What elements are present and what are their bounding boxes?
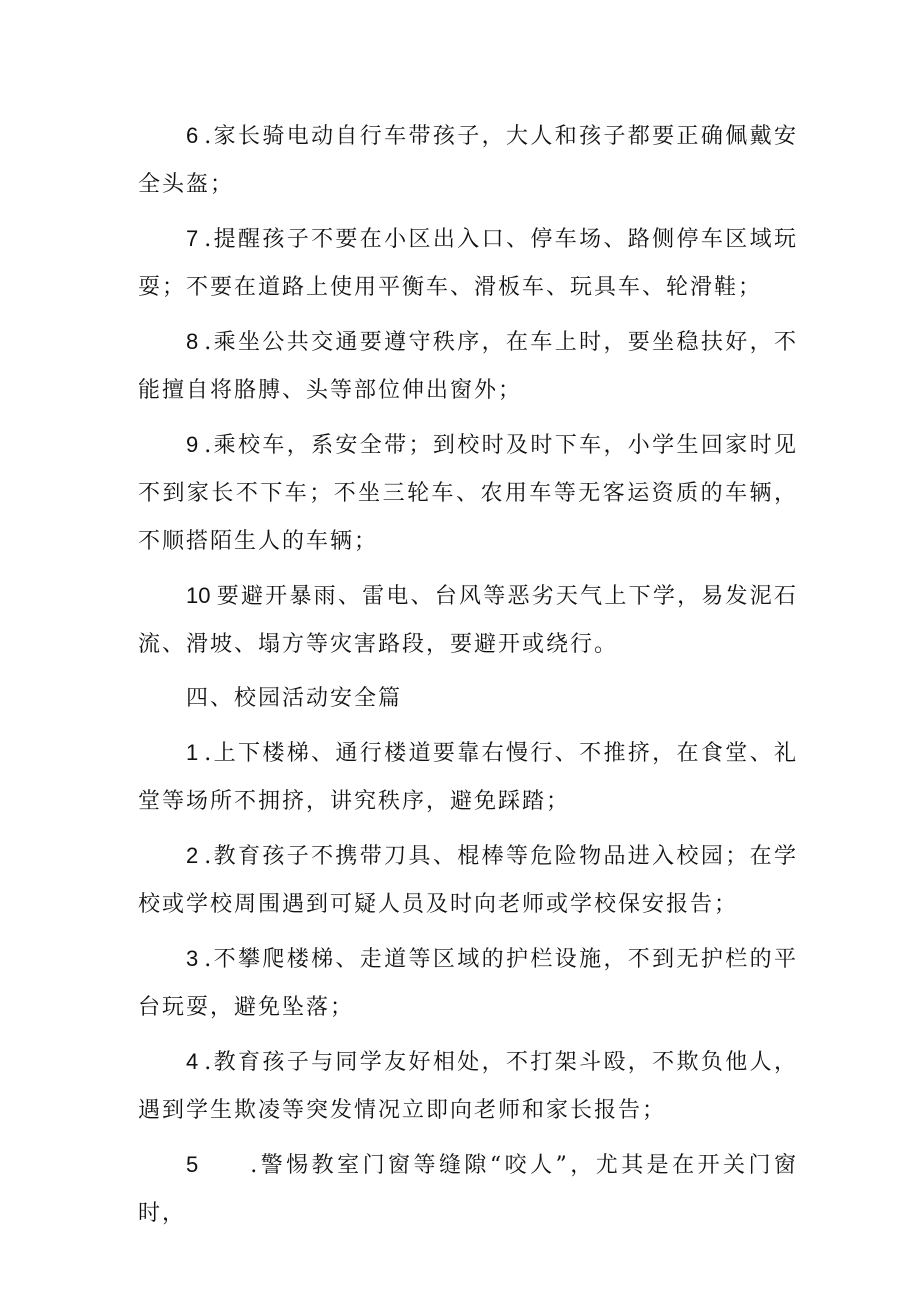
section-item-2	[138, 832, 798, 929]
item-number: 4	[186, 1049, 199, 1074]
item-number: 2	[186, 843, 199, 868]
item-text: .教育孩子与同学友好相处，不打架斗殴，不欺负他人，遇到学生欺凌等突发情况立即向老师和家长报告；	[138, 1050, 798, 1123]
item-text: .不攀爬楼梯、走道等区域的护栏设施，不到无护栏的平台玩耍，避免坠落；	[138, 947, 798, 1020]
item-number: 6	[186, 123, 199, 148]
paragraph-item-10	[138, 572, 798, 669]
item-text: .上下楼梯、通行楼道要靠右慢行、不推挤，在食堂、礼堂等场所不拥挤，讲究秩序，避免踩踏；	[138, 741, 798, 814]
section-heading: 四、校园活动安全篇	[186, 686, 403, 711]
section-item-5	[138, 1141, 798, 1238]
item-number: 8	[186, 329, 199, 354]
item-number: 1	[186, 740, 199, 765]
item-number: 3	[186, 946, 199, 971]
item-text: .警惕教室门窗等缝隙“咬人”，尤其是在开关门窗时，	[138, 1153, 798, 1226]
item-number: 5	[186, 1152, 199, 1177]
paragraph-item-9	[138, 421, 798, 566]
item-text: .乘坐公共交通要遵守秩序，在车上时，要坐稳扶好，不能擅自将胳膊、头等部位伸出窗外；	[138, 330, 798, 403]
section-item-1	[138, 729, 798, 826]
item-text: .家长骑电动自行车带孩子，大人和孩子都要正确佩戴安全头盔；	[138, 124, 798, 197]
paragraph-item-6	[138, 112, 798, 209]
section-item-4	[138, 1038, 798, 1135]
item-number: 7	[186, 226, 199, 251]
section-item-3	[138, 935, 798, 1032]
item-text: .乘校车，系安全带；到校时及时下车，小学生回家时见不到家长不下车；不坐三轮车、农用车等无客运资质的车辆，不顺搭陌生人的车辆；	[138, 433, 798, 554]
paragraph-item-8	[138, 318, 798, 415]
item-number: 10	[186, 583, 211, 608]
item-text: .教育孩子不携带刀具、棍棒等危险物品进入校园；在学校或学校周围遇到可疑人员及时向老师或学校保安报告；	[138, 844, 798, 917]
item-text: .提醒孩子不要在小区出入口、停车场、路侧停车区域玩耍；不要在道路上使用平衡车、滑板车、玩具车、轮滑鞋；	[138, 227, 798, 300]
item-text: 要避开暴雨、雷电、台风等恶劣天气上下学，易发泥石流、滑坡、塌方等灾害路段，要避开或绕行。	[138, 584, 798, 657]
document-body	[138, 112, 798, 1244]
paragraph-item-7	[138, 215, 798, 312]
item-number: 9	[186, 432, 199, 457]
